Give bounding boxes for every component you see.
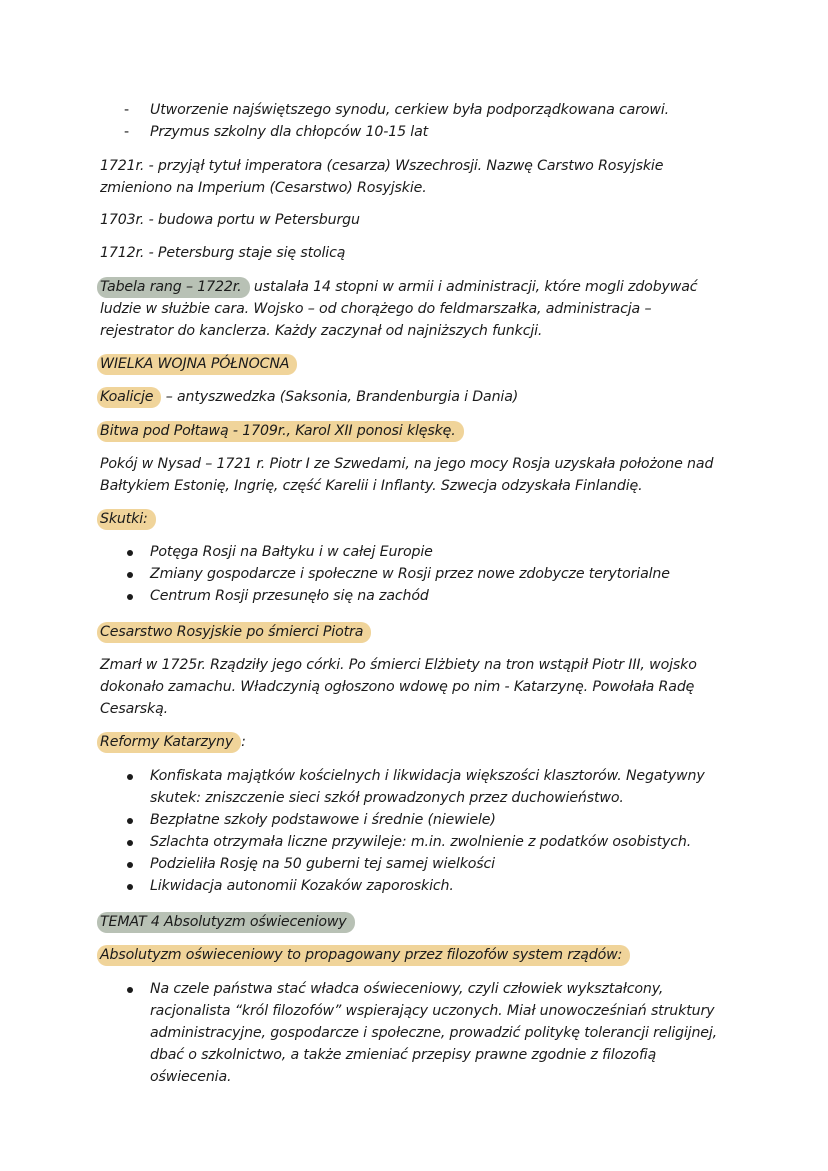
list-item (100, 563, 725, 585)
absolutyzm-list (100, 978, 725, 1088)
absolutyzm-heading: Absolutyzm oświeceniowy to propagowany przez filozofów system rządów: (97, 945, 630, 966)
absolutyzm-heading-line (100, 944, 725, 966)
reformy-heading-line (100, 731, 725, 753)
koalicje-text: – antyszwedzka (Saksonia, Brandenburgia i Dania) (161, 389, 519, 405)
list-item-text: Likwidacja autonomii Kozaków zaporoskich. (150, 878, 454, 894)
bullet-icon (127, 818, 133, 824)
skutki-list (100, 541, 725, 607)
bullet-icon (127, 594, 133, 600)
pokoj-paragraph: Pokój w Nysad – 1721 r. Piotr I ze Szwedami, na jego mocy Rosja uzyskała położone nad Bałtykiem Estonię, Ingrię, część Karelii i Inflanty. Szwecja odzyskała Finlandię. (100, 456, 714, 494)
dash-marker: - (124, 102, 129, 118)
reformy-list (100, 765, 725, 897)
port-paragraph: 1703r. - budowa portu w Petersburgu (100, 212, 360, 228)
temat-heading: TEMAT 4 Absolutyzm oświeceniowy (97, 912, 355, 933)
list-item-text: Podzieliła Rosję na 50 guberni tej samej wielkości (150, 856, 495, 872)
list-item (100, 765, 725, 809)
bullet-icon (127, 987, 133, 993)
list-item (100, 831, 725, 853)
list-item (100, 809, 725, 831)
list-item (100, 853, 725, 875)
bullet-icon (127, 840, 133, 846)
bitwa-highlight: Bitwa pod Połtawą - 1709r., Karol XII ponosi klęskę. (97, 421, 464, 442)
koalicje-highlight: Koalicje (97, 387, 161, 408)
bullet-icon (127, 550, 133, 556)
bullet-icon (127, 774, 133, 780)
list-item (100, 875, 725, 897)
list-item-text: Zmiany gospodarcze i społeczne w Rosji przez nowe zdobycze terytorialne (150, 566, 670, 582)
list-item-text: Na czele państwa stać władca oświeceniowy, czyli człowiek wykształcony, racjonalista “król filozofów” wspierający uczonych. Miał unowocześniań struktury administracyjne, gospodarcze i społeczne, prowadzić politykę tolerancji religijnej, dbać o szkolnictwo, a także zmieniać przepisy prawne zgodnie z filozofią oświecenia. (150, 981, 718, 1085)
bullet-icon (127, 572, 133, 578)
tabela-text: ustalała 14 stopni w armii i administracji, które mogli zdobywać ludzie w służbie cara. Wojsko – od chorążego do feldmarszałka, administracja – rejestrator do kanclerza. Każdy zaczynał od najniższych funkcji. (100, 279, 698, 339)
skutki-heading-line (100, 508, 725, 530)
wojna-heading-line (100, 353, 725, 375)
list-item-text: Konfiskata majątków kościelnych i likwidacja większości klasztorów. Negatywny skutek: zniszczenie sieci szkół prowadzonych przez duchowieństwo. (150, 768, 705, 806)
tabela-highlight: Tabela rang – 1722r. (97, 277, 250, 298)
bullet-icon (127, 862, 133, 868)
dash-marker: - (124, 124, 129, 140)
list-item-text: Utworzenie najświętszego synodu, cerkiew była podporządkowana carowi. (150, 102, 670, 118)
skutki-heading: Skutki: (97, 509, 156, 530)
imperator-paragraph: 1721r. - przyjął tytuł imperatora (cesarza) Wszechrosji. Nazwę Carstwo Rosyjskie zmieniono na Imperium (Cesarstwo) Rosyjskie. (100, 158, 664, 196)
list-item-text: Potęga Rosji na Bałtyku i w całej Europie (150, 544, 433, 560)
cesarstwo-heading: Cesarstwo Rosyjskie po śmierci Piotra (97, 622, 371, 643)
koalicje-paragraph (100, 386, 725, 408)
list-item (100, 585, 725, 607)
reformy-colon: : (241, 734, 246, 750)
wojna-heading: WIELKA WOJNA PÓŁNOCNA (97, 354, 297, 375)
list-item-text: Szlachta otrzymała liczne przywileje: m.in. zwolnienie z podatków osobistych. (150, 834, 692, 850)
list-item (100, 541, 725, 563)
list-item (100, 978, 725, 1088)
bullet-icon (127, 884, 133, 890)
dash-list (100, 99, 725, 143)
bitwa-line (100, 420, 725, 442)
list-item-text: Bezpłatne szkoły podstawowe i średnie (niewiele) (150, 812, 496, 828)
list-item-text: Przymus szkolny dla chłopców 10-15 lat (150, 124, 429, 140)
tabela-paragraph (100, 276, 725, 342)
zmarl-paragraph: Zmarł w 1725r. Rządziły jego córki. Po śmierci Elżbiety na tron wstąpił Piotr III, wojsko dokonało zamachu. Władczynią ogłoszono wdowę po nim - Katarzynę. Powołała Radę Cesarską. (100, 657, 697, 717)
reformy-heading: Reformy Katarzyny (97, 732, 241, 753)
list-item (100, 99, 725, 121)
temat-heading-line (100, 911, 725, 933)
capital-paragraph: 1712r. - Petersburg staje się stolicą (100, 245, 346, 261)
cesarstwo-heading-line (100, 621, 725, 643)
list-item (100, 121, 725, 143)
list-item-text: Centrum Rosji przesunęło się na zachód (150, 588, 429, 604)
